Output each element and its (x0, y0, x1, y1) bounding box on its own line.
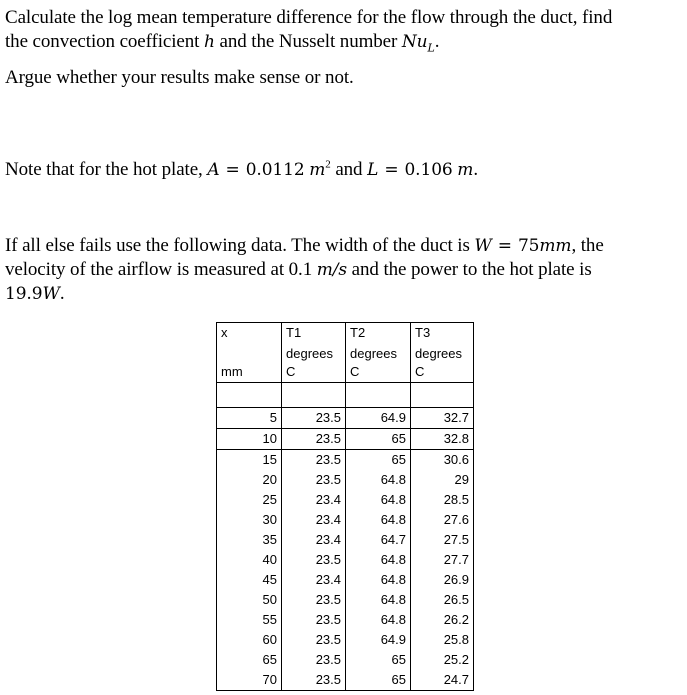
cell-t3: 32.8 (411, 429, 474, 450)
power-value: 19.9 (5, 284, 43, 304)
header-x: x (217, 323, 282, 344)
unit-label: C (350, 364, 360, 379)
symbol-area: A (207, 160, 220, 180)
length-value: 0.106 (404, 160, 453, 180)
cell-x: 60 (217, 630, 282, 650)
table-row (217, 570, 474, 590)
cell-x: 25 (217, 490, 282, 510)
cell-t1: 23.5 (282, 429, 346, 450)
cell-x: 50 (217, 590, 282, 610)
header-t2: T2 (346, 323, 411, 344)
cell-t2: 64.8 (346, 490, 411, 510)
table-row (217, 590, 474, 610)
cell-x: 10 (217, 429, 282, 450)
symbol-h: h (204, 32, 215, 52)
cell-t1: 23.5 (282, 670, 346, 691)
cell-t3: 27.5 (411, 530, 474, 550)
header-t1: T1 (282, 323, 346, 344)
cell-x: 65 (217, 650, 282, 670)
instruction-text: and the Nusselt number (214, 31, 402, 52)
cell-x: 35 (217, 530, 282, 550)
width-unit: mm (539, 236, 572, 256)
unit-label: C (415, 364, 425, 379)
table-row (217, 510, 474, 530)
temperature-data-table (216, 322, 474, 691)
cell-t3: 27.7 (411, 550, 474, 570)
velocity-unit: m/s (316, 260, 348, 280)
header-t3: T3 (411, 323, 474, 344)
symbol-width: W (474, 236, 492, 256)
unit-label: C (286, 364, 296, 379)
table-row (217, 610, 474, 630)
blank-cell (411, 383, 474, 408)
cell-t1: 23.5 (282, 450, 346, 471)
cell-x: 45 (217, 570, 282, 590)
cell-t2: 65 (346, 650, 411, 670)
subscript-l: L (427, 41, 435, 55)
cell-t2: 64.8 (346, 550, 411, 570)
cell-t3: 27.6 (411, 510, 474, 530)
cell-t2: 64.8 (346, 470, 411, 490)
cell-t2: 64.8 (346, 590, 411, 610)
period: . (434, 31, 440, 52)
cell-t1: 23.4 (282, 490, 346, 510)
note-text: velocity of the airflow is measured at 0.1 (5, 259, 317, 280)
note-text: If all else fails use the following data. The width of the duct is (5, 235, 475, 256)
cell-x: 20 (217, 470, 282, 490)
period: . (473, 159, 478, 180)
cell-t1: 23.5 (282, 630, 346, 650)
cell-t2: 64.9 (346, 630, 411, 650)
cell-x: 15 (217, 450, 282, 471)
cell-x: 55 (217, 610, 282, 630)
cell-t3: 25.8 (411, 630, 474, 650)
area-unit: m (309, 160, 326, 180)
fallback-data-note (5, 234, 604, 306)
header-unit-t2 (346, 343, 411, 383)
area-value: 0.0112 (245, 160, 305, 180)
equals-sign: = (384, 160, 399, 180)
table-row (217, 550, 474, 570)
blank-row (217, 383, 474, 408)
equals-sign: = (497, 236, 512, 256)
instruction-text: the convection coefficient (5, 31, 204, 52)
table-row (217, 450, 474, 471)
unit-label: degrees (415, 346, 462, 361)
unit-label: degrees (286, 346, 333, 361)
blank-cell (217, 383, 282, 408)
unit-label: degrees (350, 346, 397, 361)
note-text: and (330, 159, 368, 180)
header-unit-t1 (282, 343, 346, 383)
table-row (217, 650, 474, 670)
header-unit-x (217, 343, 282, 383)
cell-t1: 23.5 (282, 408, 346, 429)
blank-cell (346, 383, 411, 408)
header-unit-t3 (411, 343, 474, 383)
table-row (217, 429, 474, 450)
cell-t1: 23.5 (282, 610, 346, 630)
cell-t3: 29 (411, 470, 474, 490)
cell-t3: 32.7 (411, 408, 474, 429)
cell-t2: 64.9 (346, 408, 411, 429)
table-row (217, 630, 474, 650)
power-unit: W (42, 284, 60, 304)
width-value: 75 (517, 236, 540, 256)
cell-t2: 64.7 (346, 530, 411, 550)
argue-instruction (5, 66, 354, 90)
table-header-row-1 (217, 323, 474, 344)
cell-t1: 23.5 (282, 470, 346, 490)
hot-plate-note (5, 158, 478, 182)
table-header-row-2 (217, 343, 474, 383)
cell-t2: 65 (346, 429, 411, 450)
cell-t1: 23.4 (282, 510, 346, 530)
note-text: and the power to the hot plate is (347, 259, 592, 280)
cell-t3: 26.5 (411, 590, 474, 610)
instruction-line-1: Calculate the log mean temperature difference for the flow through the duct, find (5, 7, 613, 28)
cell-t1: 23.5 (282, 550, 346, 570)
equals-sign: = (225, 160, 240, 180)
table-row (217, 670, 474, 691)
cell-t2: 65 (346, 450, 411, 471)
symbol-nu: Nu (401, 32, 428, 52)
area-unit-exponent: 2 (325, 158, 331, 171)
cell-t3: 25.2 (411, 650, 474, 670)
unit-label: mm (221, 364, 243, 379)
cell-x: 5 (217, 408, 282, 429)
symbol-length: L (367, 160, 379, 180)
table-row (217, 490, 474, 510)
cell-t1: 23.5 (282, 650, 346, 670)
cell-x: 70 (217, 670, 282, 691)
cell-t3: 26.2 (411, 610, 474, 630)
length-unit: m (457, 160, 474, 180)
table-row (217, 408, 474, 429)
blank-cell (282, 383, 346, 408)
cell-t1: 23.4 (282, 570, 346, 590)
period: . (59, 283, 65, 304)
argue-text: Argue whether your results make sense or not. (5, 67, 354, 88)
cell-x: 40 (217, 550, 282, 570)
cell-t2: 64.8 (346, 570, 411, 590)
cell-t3: 26.9 (411, 570, 474, 590)
cell-t1: 23.5 (282, 590, 346, 610)
table-row (217, 470, 474, 490)
cell-x: 30 (217, 510, 282, 530)
symbol-nusselt (401, 32, 435, 55)
cell-t3: 24.7 (411, 670, 474, 691)
note-text: , the (571, 235, 604, 256)
cell-t2: 64.8 (346, 510, 411, 530)
note-text: Note that for the hot plate, (5, 159, 208, 180)
cell-t2: 65 (346, 670, 411, 691)
table-row (217, 530, 474, 550)
cell-t3: 28.5 (411, 490, 474, 510)
cell-t3: 30.6 (411, 450, 474, 471)
task-instructions (5, 6, 612, 54)
cell-t1: 23.4 (282, 530, 346, 550)
cell-t2: 64.8 (346, 610, 411, 630)
